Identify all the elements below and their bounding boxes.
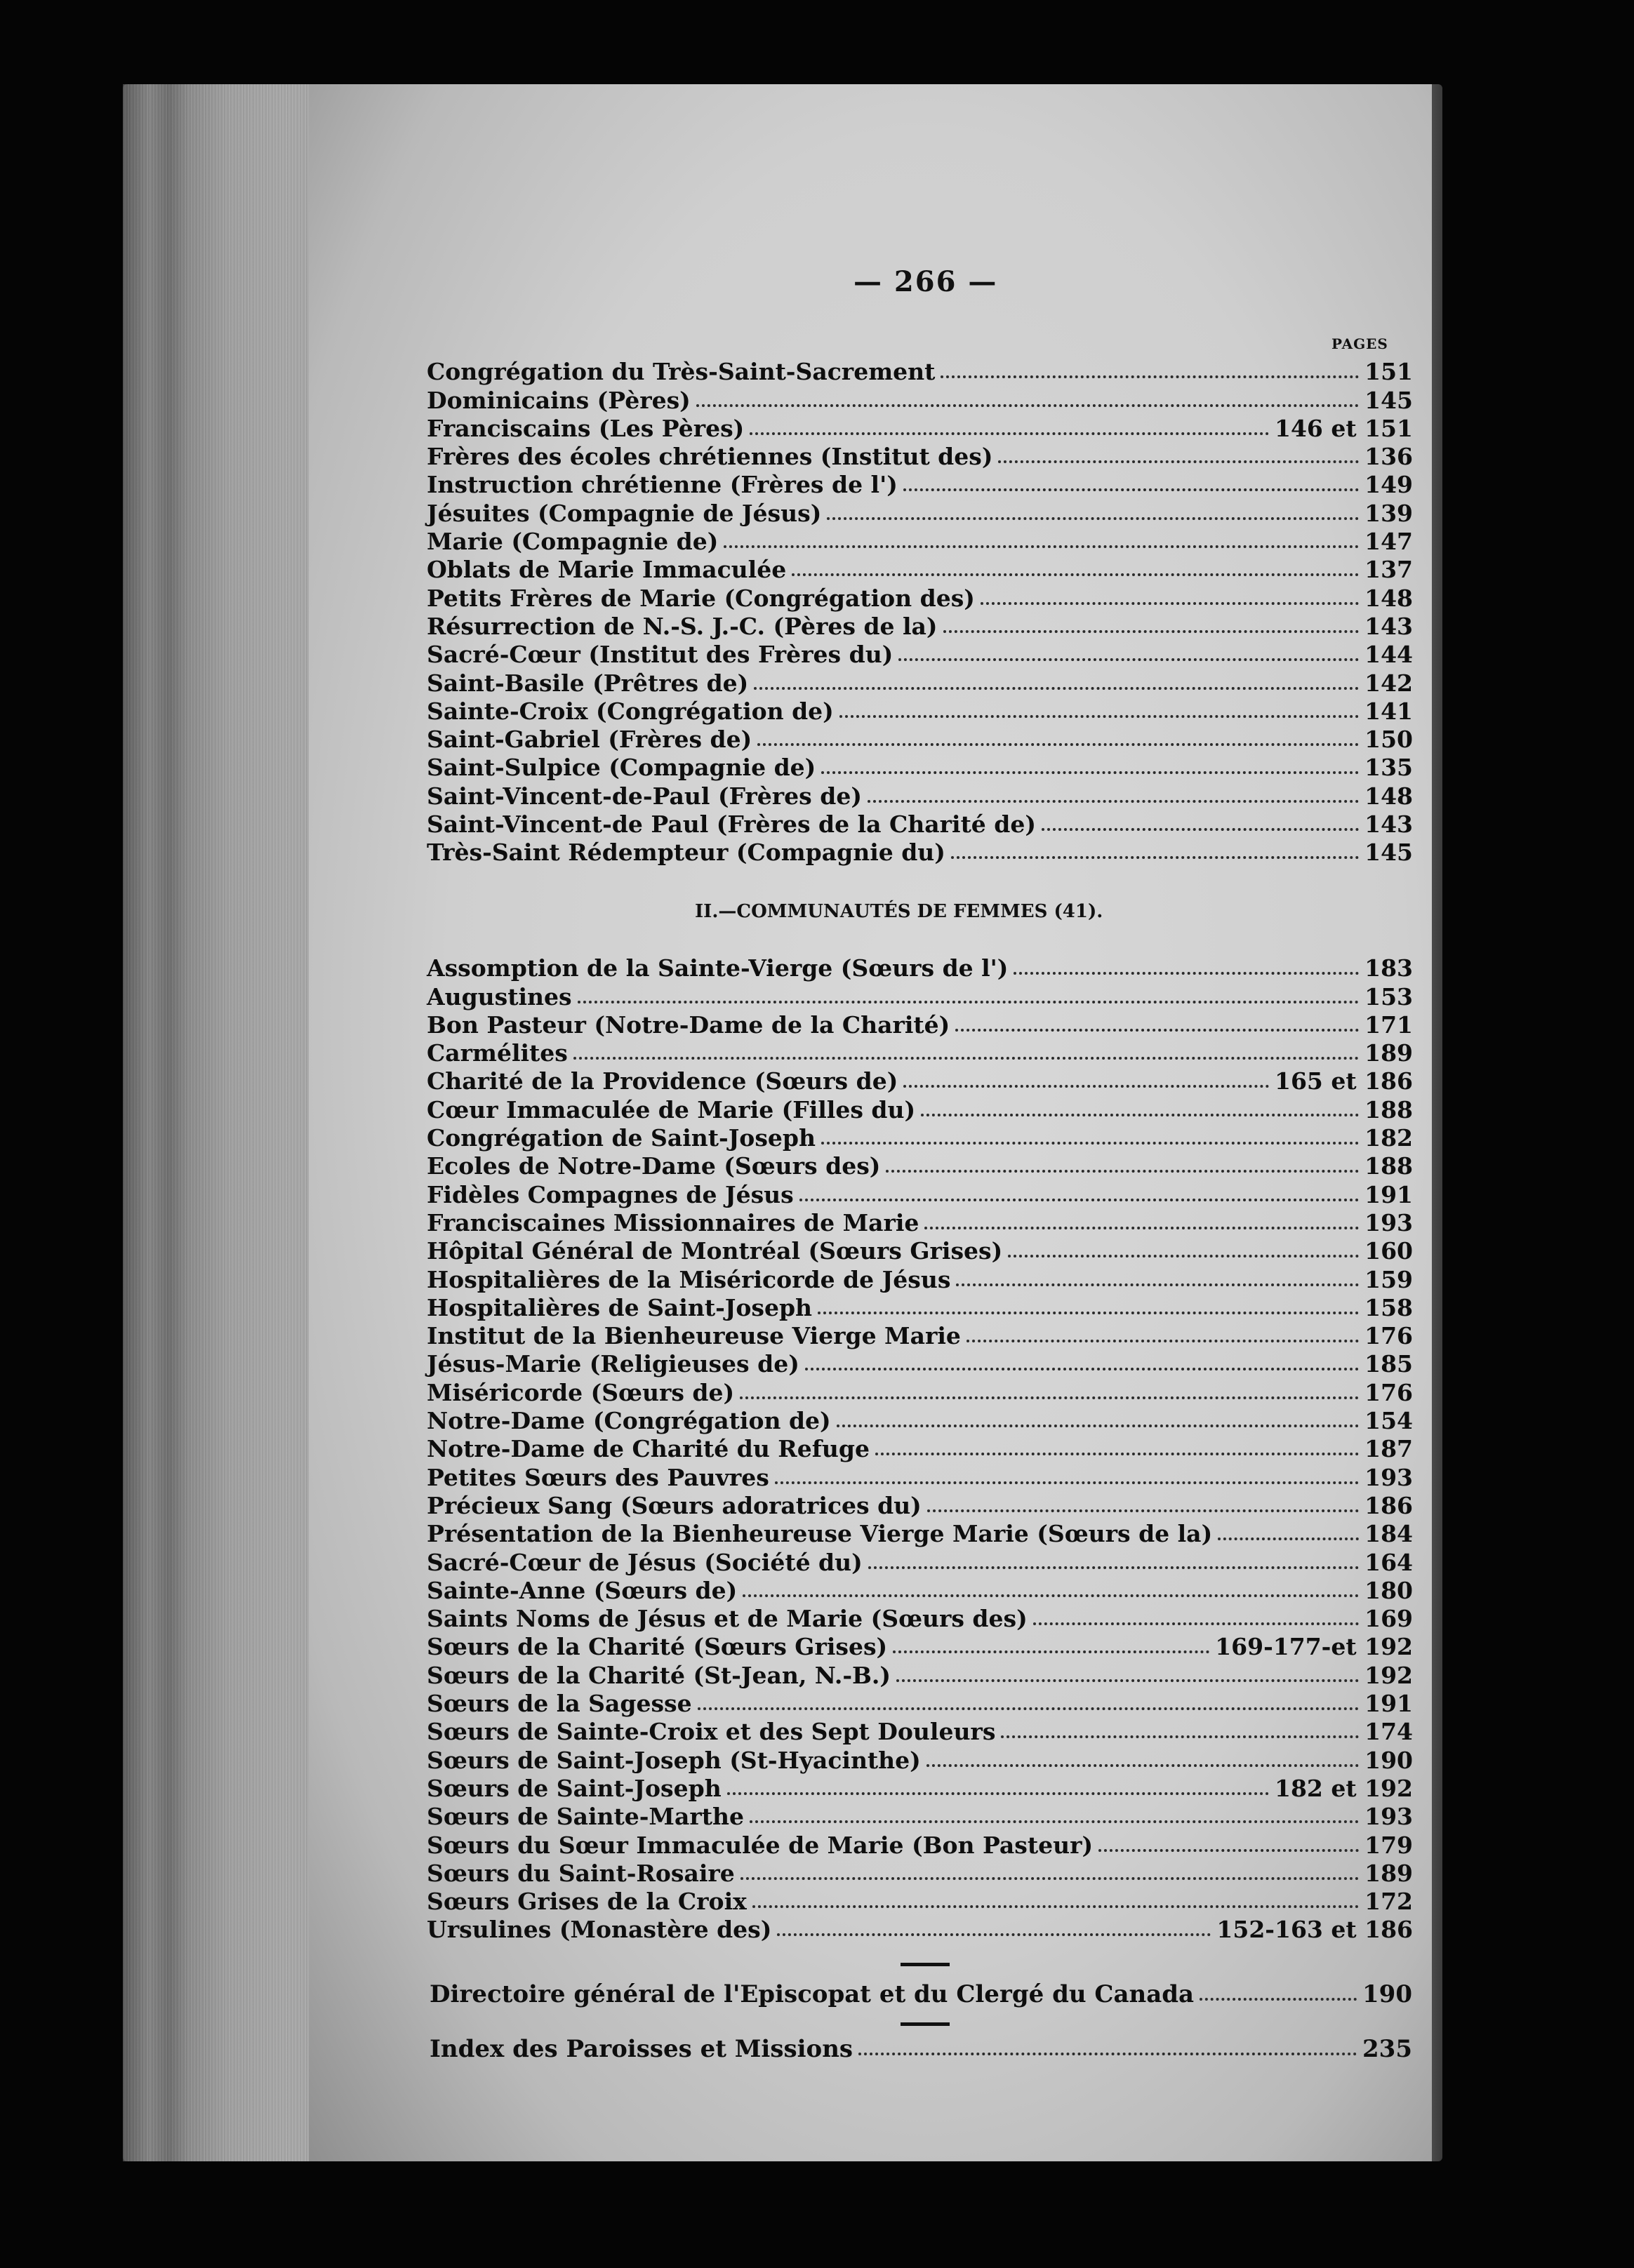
leader-dots xyxy=(967,1340,1359,1342)
toc-entry xyxy=(427,471,1413,499)
leader-dots xyxy=(573,1057,1359,1060)
leader-dots xyxy=(868,1566,1359,1569)
toc-entry xyxy=(427,1039,1413,1067)
toc-entry xyxy=(427,1520,1413,1548)
leader-dots xyxy=(858,2053,1357,2055)
toc-entry xyxy=(427,1124,1413,1152)
toc-entry xyxy=(427,1633,1413,1661)
entry-title: Augustines xyxy=(427,982,572,1010)
toc-entry xyxy=(427,415,1413,443)
leader-dots xyxy=(805,1368,1359,1370)
entry-page: 189 xyxy=(1364,1859,1413,1887)
toc-entry xyxy=(427,358,1413,386)
toc-entry xyxy=(427,1916,1413,1944)
index-page: 235 xyxy=(1362,2035,1412,2063)
entry-title: Sœurs de la Sagesse xyxy=(427,1690,692,1718)
toc-entry xyxy=(427,1294,1413,1322)
entry-page: 191 xyxy=(1364,1690,1413,1718)
leader-dots xyxy=(886,1170,1359,1173)
entry-page: 151 xyxy=(1364,358,1413,386)
leader-dots xyxy=(926,1764,1359,1767)
entry-title: Sœurs du Saint-Rosaire xyxy=(427,1859,735,1887)
entry-page: 142 xyxy=(1364,669,1413,697)
leader-dots xyxy=(1042,828,1359,831)
directory-title: Directoire général de l'Episcopat et du Clergé du Canada xyxy=(430,1980,1195,2008)
leader-dots xyxy=(752,1905,1359,1908)
entry-title: Hospitalières de Saint-Joseph xyxy=(427,1293,813,1321)
leader-dots xyxy=(837,1425,1359,1427)
toc-entry xyxy=(427,1690,1413,1718)
toc-entry xyxy=(427,1435,1413,1463)
entry-title: Sœurs de la Charité (Sœurs Grises) xyxy=(427,1633,888,1661)
leader-dots xyxy=(893,1650,1209,1653)
entry-page: 148 xyxy=(1364,782,1413,810)
entry-page: 172 xyxy=(1364,1888,1413,1916)
entry-title: Petits Frères de Marie (Congrégation des) xyxy=(427,584,975,612)
entry-page: 179 xyxy=(1364,1831,1413,1859)
entry-page: 139 xyxy=(1364,499,1413,527)
entry-title: Petites Sœurs des Pauvres xyxy=(427,1463,769,1491)
leader-dots xyxy=(1008,1255,1359,1258)
toc-entry xyxy=(427,1322,1413,1350)
entry-page: 183 xyxy=(1364,954,1413,982)
entry-page: 144 xyxy=(1364,641,1413,669)
entry-title: Saint-Vincent-de-Paul (Frères de) xyxy=(427,782,862,810)
entry-page: 193 xyxy=(1364,1463,1413,1491)
entry-title: Franciscaines Missionnaires de Marie xyxy=(427,1208,919,1236)
leader-dots xyxy=(839,715,1359,718)
entry-title: Oblats de Marie Immaculée xyxy=(427,556,787,584)
entry-title: Saint-Gabriel (Frères de) xyxy=(427,726,752,754)
leader-dots xyxy=(696,404,1359,407)
leader-dots xyxy=(956,1283,1359,1286)
entry-title: Saints Noms de Jésus et de Marie (Sœurs des) xyxy=(427,1605,1028,1633)
toc-entry xyxy=(427,1067,1413,1095)
toc-entry xyxy=(427,386,1413,414)
entry-title: Très-Saint Rédempteur (Compagnie du) xyxy=(427,839,945,867)
leader-dots xyxy=(757,743,1359,746)
leader-dots xyxy=(724,545,1359,548)
entry-title: Hospitalières de la Miséricorde de Jésus xyxy=(427,1265,951,1293)
entry-title: Instruction chrétienne (Frères de l') xyxy=(427,471,898,499)
page-number: — 266 — xyxy=(853,265,998,298)
leader-dots xyxy=(727,1792,1269,1795)
entry-page: 176 xyxy=(1364,1378,1413,1406)
entry-page: 188 xyxy=(1364,1095,1413,1123)
leader-dots xyxy=(924,1227,1359,1229)
entry-page: 169 xyxy=(1364,1605,1413,1633)
toc-entry xyxy=(427,1180,1413,1208)
entry-page: 145 xyxy=(1364,386,1413,414)
leader-dots xyxy=(740,1877,1359,1880)
leader-dots xyxy=(943,630,1360,633)
entry-title: Congrégation de Saint-Joseph xyxy=(427,1124,816,1152)
entry-title: Sœurs du Sœur Immaculée de Marie (Bon Pasteur) xyxy=(427,1831,1094,1859)
entry-title: Fidèles Compagnes de Jésus xyxy=(427,1180,794,1208)
entry-page: 164 xyxy=(1364,1548,1413,1576)
toc-entry xyxy=(427,1803,1413,1831)
entry-page: 180 xyxy=(1364,1576,1413,1604)
entry-page: 159 xyxy=(1364,1265,1413,1293)
entry-title: Sœurs de Sainte-Croix et des Sept Douleurs xyxy=(427,1718,996,1746)
entry-page: 190 xyxy=(1364,1746,1413,1774)
toc-entry xyxy=(427,613,1413,641)
toc-entry xyxy=(427,782,1413,810)
entry-title: Sainte-Croix (Congrégation de) xyxy=(427,697,834,725)
toc-entry xyxy=(427,1237,1413,1265)
entry-title: Cœur Immaculée de Marie (Filles du) xyxy=(427,1095,916,1123)
leader-dots xyxy=(955,1029,1359,1032)
entry-title: Institut de la Bienheureuse Vierge Marie xyxy=(427,1322,961,1350)
leader-dots xyxy=(750,432,1269,435)
toc-entry xyxy=(427,1775,1413,1803)
leader-dots xyxy=(941,375,1359,378)
leader-dots xyxy=(827,517,1359,520)
index-title: Index des Paroisses et Missions xyxy=(430,2035,853,2063)
toc-entry xyxy=(427,443,1413,471)
entry-page: 145 xyxy=(1364,839,1413,867)
entry-page: 137 xyxy=(1364,556,1413,584)
entry-title: Saint-Sulpice (Compagnie de) xyxy=(427,754,816,782)
entry-title: Assomption de la Sainte-Vierge (Sœurs de l') xyxy=(427,954,1009,982)
directory-entry xyxy=(430,1980,1412,2008)
toc-entry xyxy=(427,726,1413,754)
leader-dots xyxy=(903,488,1359,491)
entry-title: Saint-Vincent-de Paul (Frères de la Charité de) xyxy=(427,811,1036,839)
entry-page: 176 xyxy=(1364,1322,1413,1350)
toc-entry xyxy=(427,1746,1413,1774)
entry-title: Ursulines (Monastère des) xyxy=(427,1916,772,1944)
leader-dots xyxy=(1200,1998,1357,2001)
toc-entry xyxy=(427,669,1413,697)
toc-entry xyxy=(427,1548,1413,1576)
entry-page: 148 xyxy=(1364,584,1413,612)
entry-page: 191 xyxy=(1364,1180,1413,1208)
leader-dots xyxy=(1033,1622,1359,1625)
entry-page: 184 xyxy=(1364,1520,1413,1548)
divider-rule xyxy=(901,2022,950,2026)
entry-title: Sœurs de Sainte-Marthe xyxy=(427,1803,744,1831)
leader-dots xyxy=(1098,1849,1359,1852)
toc-entry xyxy=(427,641,1413,669)
entry-title: Carmélites xyxy=(427,1039,568,1067)
entry-page: 193 xyxy=(1364,1803,1413,1831)
entry-title: Charité de la Providence (Sœurs de) xyxy=(427,1067,898,1095)
toc-entry xyxy=(427,1605,1413,1633)
entry-page: 152-163 et 186 xyxy=(1216,1916,1413,1944)
pages-column-label: PAGES xyxy=(1331,335,1388,352)
entry-page: 192 xyxy=(1364,1661,1413,1689)
entry-page: 147 xyxy=(1364,528,1413,556)
leader-dots xyxy=(1014,972,1359,975)
entry-title: Jésus-Marie (Religieuses de) xyxy=(427,1350,799,1378)
leader-dots xyxy=(896,1679,1359,1682)
toc-entry xyxy=(427,698,1413,726)
leader-dots xyxy=(927,1509,1359,1512)
entry-title: Dominicains (Pères) xyxy=(427,386,691,414)
toc-entry xyxy=(427,1378,1413,1406)
entry-title: Résurrection de N.-S. J.-C. (Pères de la) xyxy=(427,612,938,640)
entry-title: Sœurs de la Charité (St-Jean, N.-B.) xyxy=(427,1661,891,1689)
leader-dots xyxy=(754,687,1359,690)
entry-page: 189 xyxy=(1364,1039,1413,1067)
entry-title: Précieux Sang (Sœurs adoratrices du) xyxy=(427,1491,922,1519)
toc-entry xyxy=(427,1661,1413,1689)
toc-entry xyxy=(427,839,1413,867)
toc-entry xyxy=(427,811,1413,839)
leader-dots xyxy=(868,800,1359,803)
entry-page: 169-177-et 192 xyxy=(1215,1633,1413,1661)
toc-entry xyxy=(427,1350,1413,1378)
entry-page: 143 xyxy=(1364,811,1413,839)
entry-page: 165 et 186 xyxy=(1275,1067,1413,1095)
leader-dots xyxy=(578,1001,1360,1003)
entry-title: Franciscains (Les Pères) xyxy=(427,414,745,442)
entry-page: 143 xyxy=(1364,612,1413,640)
men-communities-list xyxy=(427,358,1413,867)
toc-entry xyxy=(427,1152,1413,1180)
toc-entry xyxy=(427,499,1413,527)
leader-dots xyxy=(1001,1735,1359,1738)
entry-page: 141 xyxy=(1364,697,1413,725)
toc-entry xyxy=(427,556,1413,584)
toc-entry xyxy=(427,982,1413,1010)
leader-dots xyxy=(792,573,1359,576)
divider-rule xyxy=(901,1963,950,1966)
entry-title: Sacré-Cœur (Institut des Frères du) xyxy=(427,641,894,669)
entry-page: 153 xyxy=(1364,982,1413,1010)
toc-entry xyxy=(427,1860,1413,1888)
leader-dots xyxy=(903,1085,1269,1088)
leader-dots xyxy=(981,602,1359,605)
entry-page: 171 xyxy=(1364,1010,1413,1039)
entry-page: 160 xyxy=(1364,1237,1413,1265)
entry-page: 149 xyxy=(1364,471,1413,499)
entry-page: 188 xyxy=(1364,1152,1413,1180)
entry-title: Notre-Dame de Charité du Refuge xyxy=(427,1435,870,1463)
entry-page: 186 xyxy=(1364,1491,1413,1519)
entry-page: 187 xyxy=(1364,1435,1413,1463)
toc-entry xyxy=(427,754,1413,782)
women-section-title: II.—COMMUNAUTÉS DE FEMMES (41). xyxy=(695,901,1103,922)
entry-title: Sacré-Cœur de Jésus (Société du) xyxy=(427,1548,863,1576)
toc-entry xyxy=(427,1492,1413,1520)
directory-page: 190 xyxy=(1362,1980,1412,2008)
leader-dots xyxy=(818,1312,1359,1314)
entry-title: Notre-Dame (Congrégation de) xyxy=(427,1407,831,1435)
entry-title: Sainte-Anne (Sœurs de) xyxy=(427,1576,738,1604)
leader-dots xyxy=(898,658,1359,661)
entry-page: 150 xyxy=(1364,726,1413,754)
toc-entry xyxy=(427,1265,1413,1293)
leader-dots xyxy=(875,1453,1359,1455)
entry-title: Jésuites (Compagnie de Jésus) xyxy=(427,499,822,527)
leader-dots xyxy=(821,771,1359,774)
entry-title: Ecoles de Notre-Dame (Sœurs des) xyxy=(427,1152,881,1180)
toc-entry xyxy=(427,1577,1413,1605)
entry-title: Miséricorde (Sœurs de) xyxy=(427,1378,735,1406)
entry-title: Hôpital Général de Montréal (Sœurs Grises) xyxy=(427,1237,1003,1265)
entry-title: Sœurs de Saint-Joseph (St-Hyacinthe) xyxy=(427,1746,921,1774)
toc-entry xyxy=(427,1718,1413,1746)
entry-title: Congrégation du Très-Saint-Sacrement xyxy=(427,358,936,386)
toc-entry xyxy=(427,954,1413,982)
toc-entry xyxy=(427,1011,1413,1039)
entry-title: Sœurs Grises de la Croix xyxy=(427,1888,747,1916)
leader-dots xyxy=(799,1199,1359,1201)
leader-dots xyxy=(951,856,1359,859)
leader-dots xyxy=(775,1481,1359,1484)
toc-entry xyxy=(427,584,1413,612)
toc-entry xyxy=(427,1831,1413,1859)
leader-dots xyxy=(998,460,1359,463)
leader-dots xyxy=(743,1594,1359,1597)
leader-dots xyxy=(750,1820,1359,1823)
entry-page: 146 et 151 xyxy=(1275,414,1413,442)
entry-title: Frères des écoles chrétiennes (Institut des) xyxy=(427,443,993,471)
entry-page: 174 xyxy=(1364,1718,1413,1746)
index-entry xyxy=(430,2035,1412,2063)
entry-title: Sœurs de Saint-Joseph xyxy=(427,1774,722,1802)
entry-page: 185 xyxy=(1364,1350,1413,1378)
toc-entry xyxy=(427,1209,1413,1237)
entry-title: Bon Pasteur (Notre-Dame de la Charité) xyxy=(427,1010,950,1039)
leader-dots xyxy=(740,1396,1359,1399)
leader-dots xyxy=(698,1707,1360,1710)
leader-dots xyxy=(1218,1537,1359,1540)
entry-page: 136 xyxy=(1364,443,1413,471)
entry-title: Présentation de la Bienheureuse Vierge Marie (Sœurs de la) xyxy=(427,1520,1213,1548)
women-communities-list xyxy=(427,954,1413,1944)
entry-page: 158 xyxy=(1364,1293,1413,1321)
toc-entry xyxy=(427,528,1413,556)
toc-entry xyxy=(427,1888,1413,1916)
leader-dots xyxy=(821,1142,1359,1145)
toc-entry xyxy=(427,1407,1413,1435)
toc-entry xyxy=(427,1463,1413,1491)
entry-page: 193 xyxy=(1364,1208,1413,1236)
leader-dots xyxy=(921,1114,1359,1116)
entry-page: 135 xyxy=(1364,754,1413,782)
toc-entry xyxy=(427,1095,1413,1123)
entry-page: 182 et 192 xyxy=(1275,1774,1413,1802)
entry-page: 154 xyxy=(1364,1407,1413,1435)
leader-dots xyxy=(777,1933,1211,1936)
entry-title: Marie (Compagnie de) xyxy=(427,528,719,556)
entry-title: Saint-Basile (Prêtres de) xyxy=(427,669,749,697)
page-edges xyxy=(123,84,312,2161)
entry-page: 182 xyxy=(1364,1124,1413,1152)
